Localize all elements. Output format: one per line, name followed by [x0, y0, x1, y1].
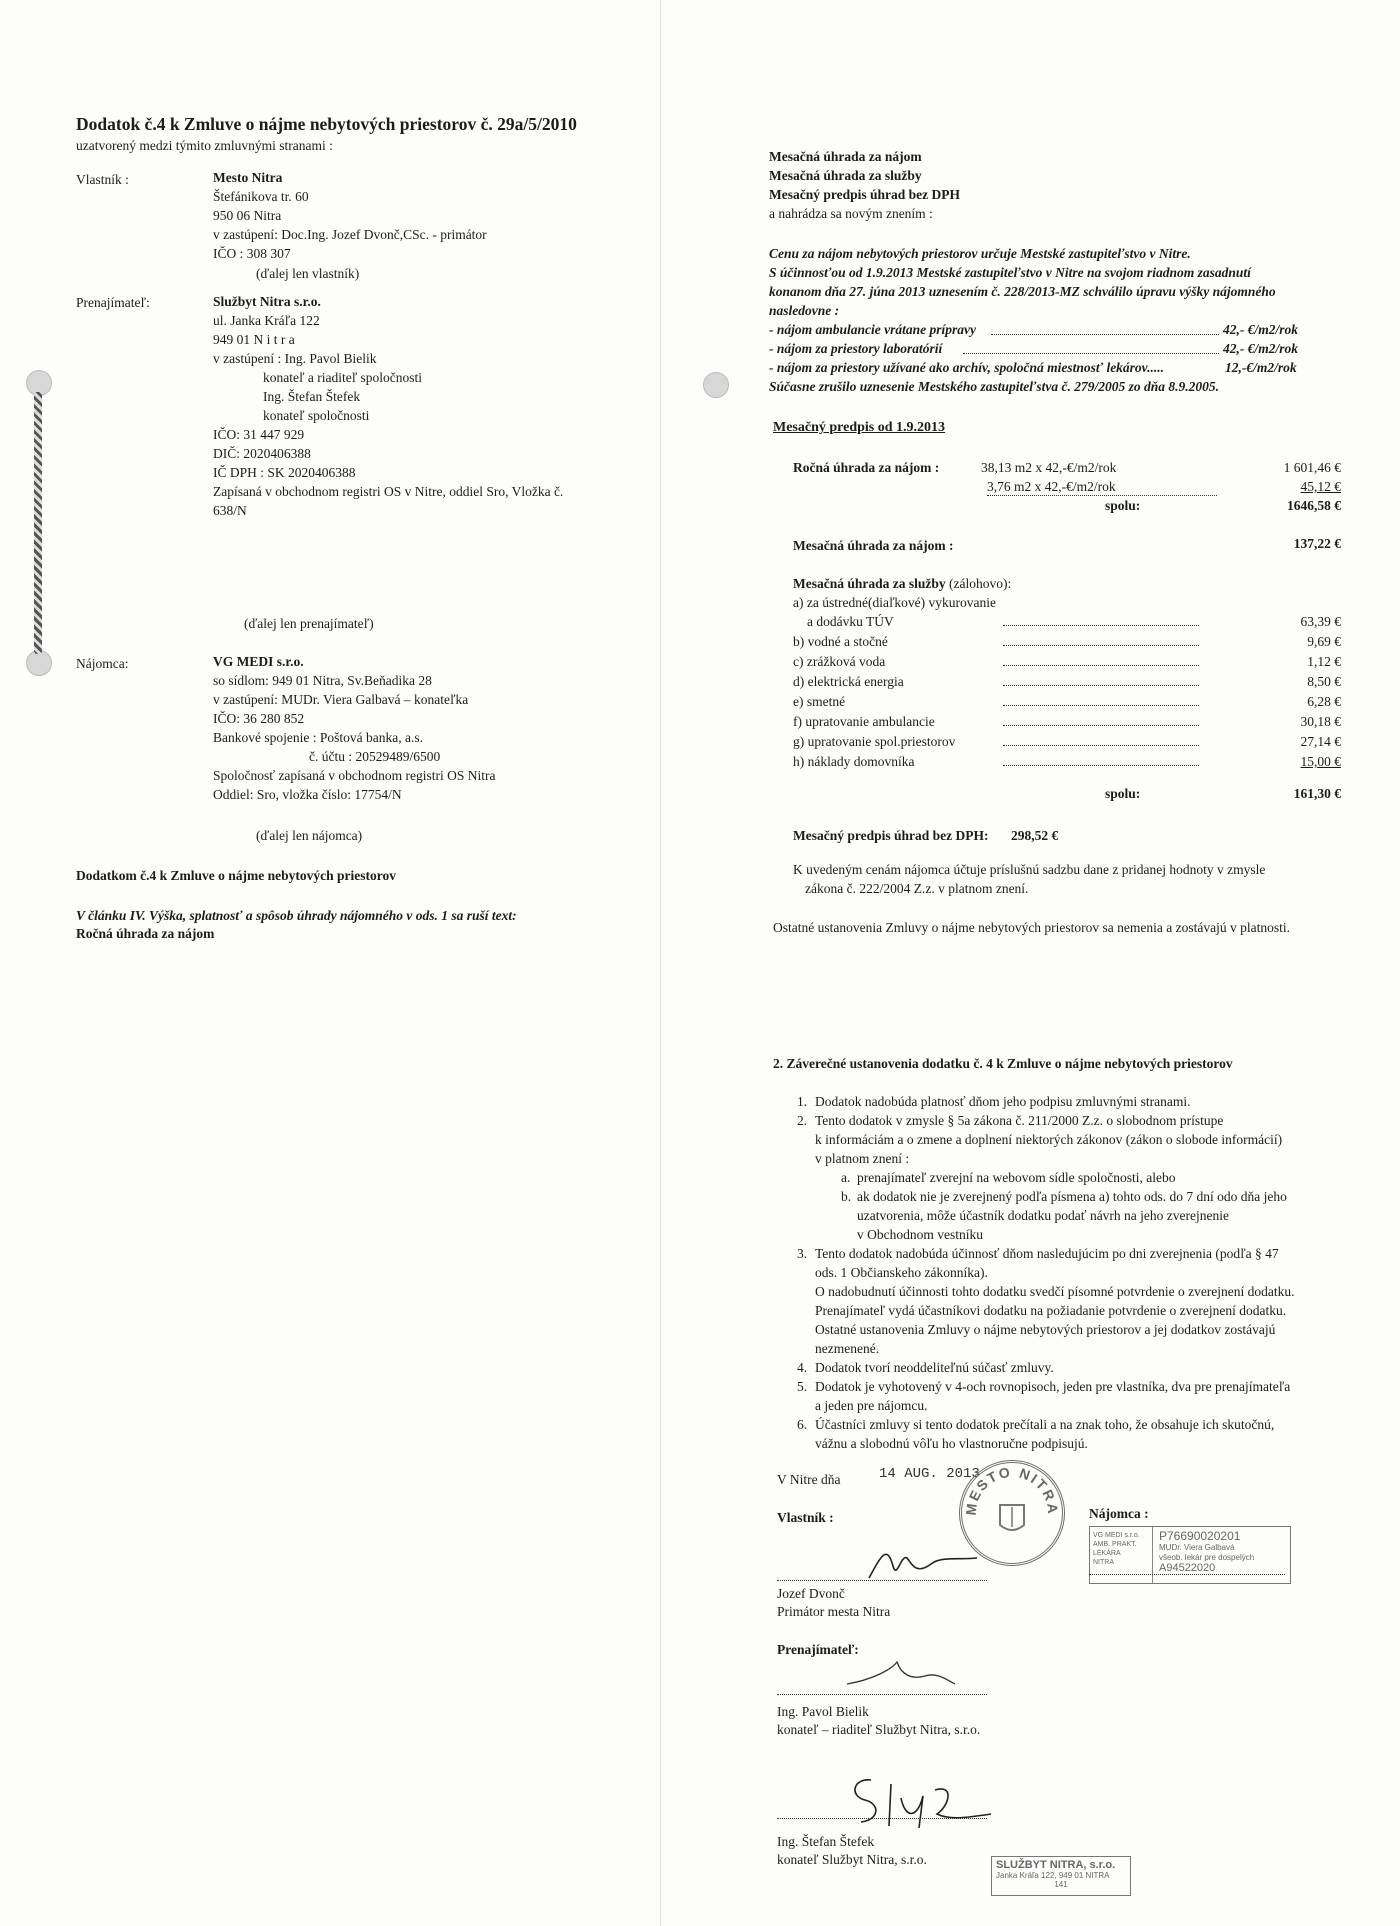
- lessor-label: Prenajímateľ:: [76, 295, 150, 310]
- service-value: 8,50 €: [1307, 674, 1341, 689]
- annual-calc: 3,76 m2 x 42,-€/m2/rok: [987, 479, 1116, 494]
- services-pre: a) za ústredné(diaľkové) vykurovanie: [793, 595, 997, 610]
- annual-label: Ročná úhrada za nájom :: [793, 460, 940, 475]
- provision-text: prenajímateľ zverejní na webovom sídle spoločnosti, alebo: [857, 1170, 1176, 1185]
- final-provision-line: [797, 1434, 1295, 1453]
- document-subtitle: uzatvorený medzi týmito zmluvnými stranami :: [76, 138, 333, 153]
- resolution-line: Cenu za nájom nebytových priestorov určuje Mestské zastupiteľstvo v Nitre.: [769, 246, 1191, 261]
- binding-cord: [34, 392, 42, 654]
- provision-text: ak dodatok nie je zverejnený podľa písmena a) tohto ods. do 7 dní odo dňa jeho: [857, 1189, 1287, 1204]
- owner-signature-icon: [841, 1536, 981, 1596]
- monthly-rent-label: Mesačná úhrada za nájom :: [793, 538, 954, 553]
- owner-line: v zastúpení: Doc.Ing. Jozef Dvonč,CSc. - primátor: [213, 227, 487, 242]
- service-leader: [1003, 745, 1199, 746]
- final-provision-line: [797, 1377, 1295, 1396]
- tenant-stamp-line: všeob. lekár pre dospelých: [1159, 1553, 1255, 1562]
- tenant-stamp-line: LEKÁRA: [1093, 1550, 1121, 1557]
- lessor-line: 949 01 N i t r a: [213, 332, 295, 347]
- services-total: 161,30 €: [1293, 786, 1341, 801]
- lessor-block: [213, 292, 563, 520]
- tenant-line: IČO: 36 280 852: [213, 711, 305, 726]
- tenant-stamp-line: VG MEDI s.r.o.: [1093, 1532, 1140, 1539]
- services-heading-rest: (zálohovo):: [945, 576, 1012, 591]
- provision-number: 4.: [797, 1360, 808, 1375]
- lessor-line: v zastúpení : Ing. Pavol Bielik: [213, 351, 377, 366]
- owner-line: IČO : 308 307: [213, 246, 291, 261]
- provision-text: a jeden pre nájomcu.: [815, 1398, 928, 1413]
- rate-value: 42,- €/m2/rok: [1223, 341, 1299, 356]
- provision-number: 1.: [797, 1094, 808, 1109]
- rate-label: - nájom ambulancie vrátane prípravy: [769, 322, 976, 337]
- tenant-stamp-line: AMB. PRAKT.: [1093, 1541, 1137, 1548]
- final-provision-line: [797, 1187, 1295, 1206]
- provision-text: vážnu a slobodnú vôľu ho vlastnoručne podpisujú.: [815, 1436, 1088, 1451]
- deleted-item: Mesačná úhrada za služby: [769, 168, 922, 183]
- provision-text: ods. 1 Občianskeho zákonníka).: [815, 1265, 988, 1280]
- amendment-heading: Dodatkom č.4 k Zmluve o nájme nebytových priestorov: [76, 868, 396, 883]
- provision-number: 3.: [797, 1246, 808, 1261]
- final-provisions: [797, 1092, 1295, 1453]
- provision-text: Ostatné ustanovenia Zmluvy o nájme nebytových priestorov a jej dodatkov zostávajú: [815, 1322, 1276, 1337]
- provision-number: 2.: [797, 1113, 808, 1128]
- sig-owner-label: Vlastník :: [777, 1510, 834, 1525]
- resolution-line: konanom dňa 27. júna 2013 uznesením č. 228/2013-MZ schválilo úpravu výšky nájomného: [769, 284, 1276, 299]
- final-provision-line: [797, 1225, 1295, 1244]
- lessor-alias: (ďalej len prenajímateľ): [244, 616, 374, 631]
- service-value: 30,18 €: [1300, 714, 1341, 729]
- service-value: 15,00 €: [1300, 754, 1341, 769]
- monthly-heading: Mesačný predpis od 1.9.2013: [773, 420, 946, 435]
- final-provision-line: [797, 1244, 1295, 1263]
- owner-block: [213, 168, 487, 263]
- final-provision-line: [797, 1358, 1295, 1377]
- lessor-line: 638/N: [213, 503, 247, 518]
- resolution-line: S účinnosťou od 1.9.2013 Mestské zastupiteľstvo v Nitre na svojom riadnom zasadnutí: [769, 265, 1251, 280]
- lessor1-signature-icon: [841, 1650, 961, 1690]
- final-provision-line: [797, 1415, 1295, 1434]
- tenant-line: Spoločnosť zapísaná v obchodnom registri OS Nitra: [213, 768, 496, 783]
- service-leader: [1003, 685, 1199, 686]
- lessor-line: konateľ spoločnosti: [263, 408, 370, 423]
- annual-calc: 38,13 m2 x 42,-€/m2/rok: [981, 460, 1117, 475]
- service-leader: [1003, 645, 1199, 646]
- provision-number: a.: [841, 1170, 851, 1185]
- company-stamp-line: Janka Kráľa 122, 949 01 NITRA: [996, 1871, 1110, 1880]
- lessor-line: Službyt Nitra s.r.o.: [213, 294, 321, 309]
- lessor-line: Zapísaná v obchodnom registri OS v Nitre, oddiel Sro, Vložka č.: [213, 484, 564, 499]
- rate-value: 42,- €/m2/rok: [1223, 322, 1299, 337]
- sig-lessor-label: Prenajímateľ:: [777, 1642, 859, 1657]
- tenant-line: v zastúpení: MUDr. Viera Galbavá – konateľka: [213, 692, 469, 707]
- tenant-stamp-line: A94522020: [1159, 1562, 1216, 1574]
- date-stamp: 14 AUG. 2013: [879, 1466, 980, 1482]
- service-leader: [1003, 725, 1199, 726]
- right-page: [660, 0, 1400, 1926]
- service-value: 63,39 €: [1300, 614, 1341, 629]
- lessor2-role: konateľ Službyt Nitra, s.r.o.: [777, 1852, 927, 1867]
- sig-tenant-label: Nájomca :: [1089, 1506, 1149, 1521]
- lessor2-name: Ing. Štefan Štefek: [777, 1834, 875, 1849]
- owner-line: Štefánikova tr. 60: [213, 189, 309, 204]
- final-provision-line: [797, 1282, 1295, 1301]
- service-value: 27,14 €: [1300, 734, 1341, 749]
- final-provision-line: [797, 1206, 1295, 1225]
- service-leader: [1003, 705, 1199, 706]
- service-label: b) vodné a stočné: [793, 634, 888, 649]
- monthly-rent: 137,22 €: [1293, 536, 1341, 551]
- service-value: 6,28 €: [1307, 694, 1341, 709]
- company-stamp: [991, 1856, 1131, 1896]
- owner-line: 950 06 Nitra: [213, 208, 282, 223]
- service-leader: [1003, 665, 1199, 666]
- provision-text: Dodatok je vyhotovený v 4-och rovnopisoch, jeden pre vlastníka, dva pre prenajímateľa: [815, 1379, 1291, 1394]
- final-provision-line: [797, 1301, 1295, 1320]
- services-heading: [793, 574, 1011, 593]
- tenant-alias: (ďalej len nájomca): [256, 828, 363, 843]
- tenant-label: Nájomca:: [76, 656, 129, 671]
- provision-number: 5.: [797, 1379, 808, 1394]
- annual-amount: 45,12 €: [1300, 479, 1341, 494]
- tenant-stamp-line: NITRA: [1093, 1559, 1114, 1566]
- tenant-line: so sídlom: 949 01 Nitra, Sv.Beňadika 28: [213, 673, 432, 688]
- article-text: V článku IV. Výška, splatnosť a spôsob úhrady nájomného v ods. 1 sa ruší text:: [76, 908, 517, 923]
- resolution-paragraph: [769, 244, 1276, 320]
- service-leader: [1003, 765, 1199, 766]
- final-provision-line: [797, 1168, 1295, 1187]
- lessor-line: DIČ: 2020406388: [213, 446, 311, 461]
- lessor-line: konateľ a riaditeľ spoločnosti: [263, 370, 423, 385]
- lessor2-signature-icon: [831, 1770, 1011, 1836]
- tenant-stamp-line: MUDr. Viera Galbavá: [1159, 1543, 1235, 1552]
- lessor-line: IČ DPH : SK 2020406388: [213, 465, 356, 480]
- owner-label: Vlastník :: [76, 172, 129, 187]
- final-provision-line: [797, 1130, 1295, 1149]
- rate-label: - nájom za priestory laboratórií: [769, 341, 943, 356]
- service-label: g) upratovanie spol.priestorov: [793, 734, 956, 749]
- provision-text: Tento dodatok v zmysle § 5a zákona č. 211/2000 Z.z. o slobodnom prístupe: [815, 1113, 1224, 1128]
- provision-text: Tento dodatok nadobúda účinnosť dňom nasledujúcim po dni zverejnenia (podľa § 47: [815, 1246, 1279, 1261]
- provision-text: k informáciám a o zmene a doplnení niektorých zákonov (zákon o slobode informácií): [815, 1132, 1283, 1147]
- prescription-value: 298,52 €: [1011, 828, 1059, 843]
- tenant-line: VG MEDI s.r.o.: [213, 654, 304, 669]
- provision-number: b.: [841, 1189, 852, 1204]
- provision-text: nezmenené.: [815, 1341, 880, 1356]
- final-provision-line: [797, 1339, 1295, 1358]
- round-stamp-text: MESTO NITRA: [962, 1463, 1062, 1517]
- rate-label: - nájom za priestory užívané ako archív, spoločná miestnosť lekárov.....: [769, 360, 1165, 375]
- lessor-line: ul. Janka Kráľa 122: [213, 313, 320, 328]
- vat-line: zákona č. 222/2004 Z.z. v platnom znení.: [805, 881, 1029, 896]
- provision-number: 6.: [797, 1417, 808, 1432]
- lessor-line: Ing. Štefan Štefek: [263, 389, 361, 404]
- tenant-line: Bankové spojenie : Poštová banka, a.s.: [213, 730, 423, 745]
- tenant-block: [213, 652, 495, 804]
- provision-text: v platnom znení :: [815, 1151, 910, 1166]
- remaining-provisions: Ostatné ustanovenia Zmluvy o nájme nebytových priestorov sa nemenia a zostávajú v platnosti.: [773, 920, 1290, 935]
- provision-text: uzatvorenia, môže účastník dodatku podať návrh na jeho zverejnenie: [857, 1208, 1229, 1223]
- final-provision-line: [797, 1396, 1295, 1415]
- annual-total: 1646,58 €: [1287, 498, 1341, 513]
- service-label: h) náklady domovníka: [793, 754, 915, 769]
- service-label: d) elektrická energia: [793, 674, 904, 689]
- service-label: c) zrážková voda: [793, 654, 886, 669]
- service-value: 1,12 €: [1307, 654, 1341, 669]
- services-heading-bold: Mesačná úhrada za služby: [793, 576, 946, 591]
- left-page: [0, 0, 660, 1926]
- tenant-stamp-line: P76690020201: [1159, 1529, 1241, 1543]
- owner-name: Jozef Dvonč: [777, 1586, 845, 1601]
- annual-total-label: spolu:: [1105, 498, 1141, 513]
- final-provision-line: [797, 1320, 1295, 1339]
- lessor-line: IČO: 31 447 929: [213, 427, 305, 442]
- owner-role: Primátor mesta Nitra: [777, 1604, 891, 1619]
- vat-line: K uvedeným cenám nájomca účtuje príslušnú sadzbu dane z pridanej hodnoty v zmysle: [793, 862, 1266, 877]
- provision-text: Účastníci zmluvy si tento dodatok prečítali a na znak toho, že obsahuje ich skutočnú,: [815, 1417, 1275, 1432]
- vat-note: [793, 860, 1265, 898]
- provision-text: v Obchodnom vestníku: [857, 1227, 983, 1242]
- place-date-label: V Nitre dňa: [777, 1472, 841, 1487]
- tenant-line: Oddiel: Sro, vložka číslo: 17754/N: [213, 787, 402, 802]
- punch-hole: [703, 372, 729, 398]
- service-value: 9,69 €: [1307, 634, 1341, 649]
- replaced-text: a nahrádza sa novým znením :: [769, 206, 933, 221]
- deleted-item: Mesačný predpis úhrad bez DPH: [769, 187, 961, 202]
- company-stamp-line: 141: [1054, 1880, 1068, 1889]
- rate-value: 12,-€/m2/rok: [1225, 360, 1297, 375]
- prescription-label: Mesačný predpis úhrad bez DPH:: [793, 828, 989, 843]
- provision-text: Dodatok nadobúda platnosť dňom jeho podpisu zmluvnými stranami.: [815, 1094, 1191, 1109]
- final-provision-line: [797, 1092, 1295, 1111]
- final-provision-line: [797, 1149, 1295, 1168]
- resolution-line: nasledovne :: [769, 303, 840, 318]
- document-title: Dodatok č.4 k Zmluve o nájme nebytových priestorov č. 29a/5/2010: [76, 114, 577, 134]
- lessor1-role: konateľ – riaditeľ Službyt Nitra, s.r.o.: [777, 1722, 981, 1737]
- services-total-label: spolu:: [1105, 786, 1141, 801]
- deleted-item: Mesačná úhrada za nájom: [769, 149, 922, 164]
- owner-line: Mesto Nitra: [213, 170, 283, 185]
- tenant-rect-stamp: [1089, 1526, 1291, 1584]
- service-label: e) smetné: [793, 694, 846, 709]
- rates-note: Súčasne zrušilo uznesenie Mestského zastupiteľstva č. 279/2005 zo dňa 8.9.2005.: [769, 379, 1219, 394]
- final-provision-line: [797, 1263, 1295, 1282]
- lessor1-name: Ing. Pavol Bielik: [777, 1704, 869, 1719]
- tenant-line: č. účtu : 20529489/6500: [309, 749, 441, 764]
- final-provision-line: [797, 1111, 1295, 1130]
- owner-alias: (ďalej len vlastník): [256, 266, 360, 281]
- service-label: a dodávku TÚV: [807, 614, 894, 629]
- annual-amount: 1 601,46 €: [1283, 460, 1341, 475]
- final-list: [797, 1092, 1295, 1453]
- provision-text: Dodatok tvorí neoddeliteľnú súčasť zmluvy.: [815, 1360, 1054, 1375]
- provision-text: O nadobudnutí účinnosti tohto dodatku svedčí písomné potvrdenie o zverejnení dodatku.: [815, 1284, 1295, 1299]
- service-leader: [1003, 625, 1199, 626]
- service-label: f) upratovanie ambulancie: [793, 714, 935, 729]
- annual-rent-label: Ročná úhrada za nájom: [76, 926, 215, 941]
- final-heading: 2. Záverečné ustanovenia dodatku č. 4 k Zmluve o nájme nebytových priestorov: [773, 1056, 1233, 1071]
- company-stamp-line: SLUŽBYT NITRA, s.r.o.: [996, 1859, 1116, 1871]
- provision-text: Prenajímateľ vydá účastníkovi dodatku na požiadanie potvrdenie o zverejnení dodatku.: [815, 1303, 1287, 1318]
